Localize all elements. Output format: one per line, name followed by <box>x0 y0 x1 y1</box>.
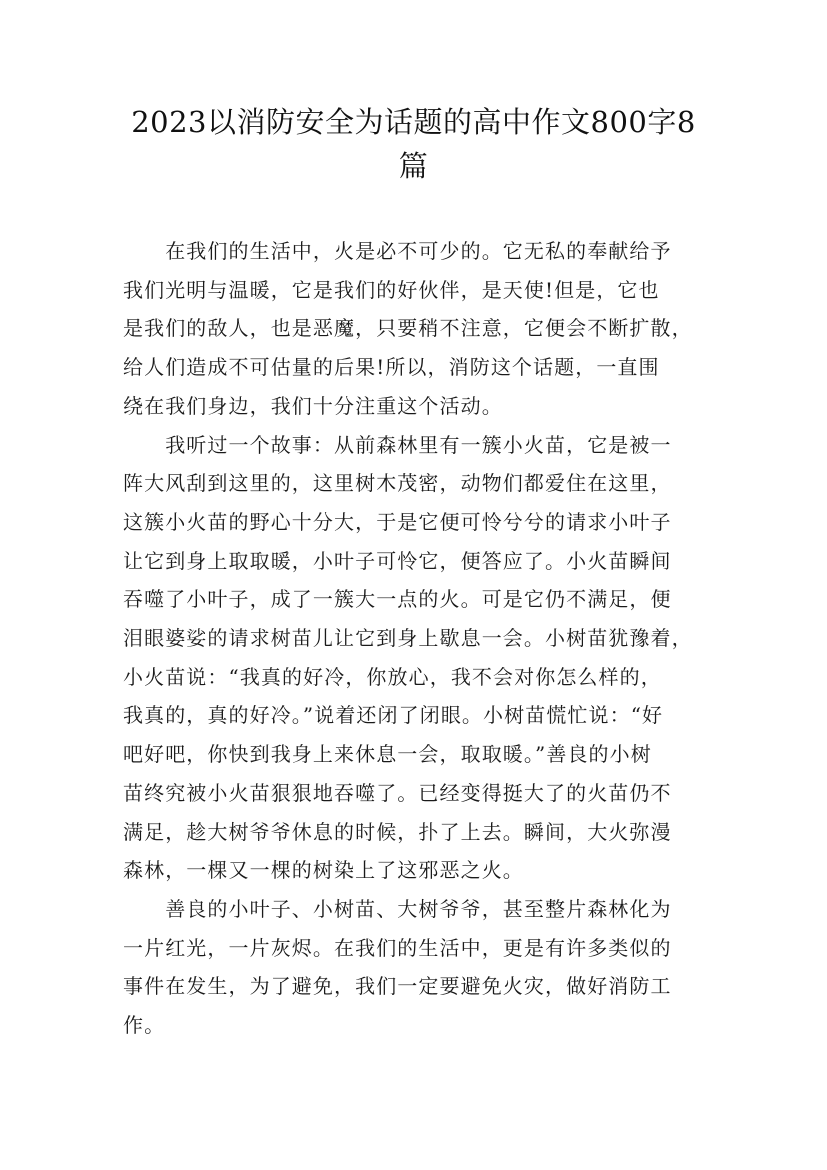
document-body <box>123 232 713 1045</box>
text-line: 一片红光，一片灰烬。在我们的生活中，更是有许多类似的 <box>123 935 672 960</box>
text-line: 绕在我们身边，我们十分注重这个活动。 <box>123 393 503 418</box>
text-line: 在我们的生活中，火是必不可少的。它无私的奉献给予 <box>123 239 672 263</box>
text-line: 小火苗说：“我真的好冷，你放心，我不会对你怎么样的， <box>123 664 662 689</box>
text-line: 吧好吧，你快到我身上来休息一会，取取暖。”善良的小树 <box>123 742 652 767</box>
text-line: 让它到身上取取暖，小叶子可怜它，便答应了。小火苗瞬间 <box>123 548 672 573</box>
text-line: 给人们造成不可估量的后果!所以，消防这个话题，一直围 <box>123 355 660 380</box>
text-line: 我听过一个故事：从前森林里有一簇小火苗，它是被一 <box>123 432 672 457</box>
text-line: 作。 <box>123 1013 166 1038</box>
text-line: 阵大风刮到这里的，这里树木茂密，动物们都爱住在这里， <box>123 471 672 496</box>
paragraph-1 <box>123 232 713 426</box>
text-line: 苗终究被小火苗狠狠地吞噬了。已经变得挺大了的火苗仍不 <box>123 780 672 805</box>
text-line: 事件在发生，为了避免，我们一定要避免火灾，做好消防工 <box>123 974 672 999</box>
title-line: 篇 <box>398 149 429 183</box>
text-line: 森林，一棵又一棵的树染上了这邪恶之火。 <box>123 858 524 883</box>
text-line: 我真的，真的好冷。”说着还闭了闭眼。小树苗慌忙说：“好 <box>123 703 664 728</box>
text-line: 我们光明与温暖，它是我们的好伙伴，是天使!但是，它也 <box>123 277 660 302</box>
text-line: 是我们的敌人，也是恶魔，只要稍不注意，它便会不断扩散， <box>123 316 693 341</box>
paragraph-2 <box>123 426 713 890</box>
text-line: 吞噬了小叶子，成了一簇大一点的火。可是它仍不满足，便 <box>123 587 672 612</box>
text-line: 满足，趁大树爷爷休息的时候，扑了上去。瞬间，大火弥漫 <box>123 819 672 844</box>
paragraph-3 <box>123 890 713 1045</box>
text-line: 善良的小叶子、小树苗、大树爷爷，甚至整片森林化为 <box>123 896 672 921</box>
document-title <box>110 100 717 188</box>
text-line: 泪眼婆娑的请求树苗儿让它到身上歇息一会。小树苗犹豫着， <box>123 626 693 651</box>
title-line: 2023以消防安全为话题的高中作文800字8 <box>131 105 696 139</box>
text-line: 这簇小火苗的野心十分大，于是它便可怜兮兮的请求小叶子 <box>123 509 672 534</box>
